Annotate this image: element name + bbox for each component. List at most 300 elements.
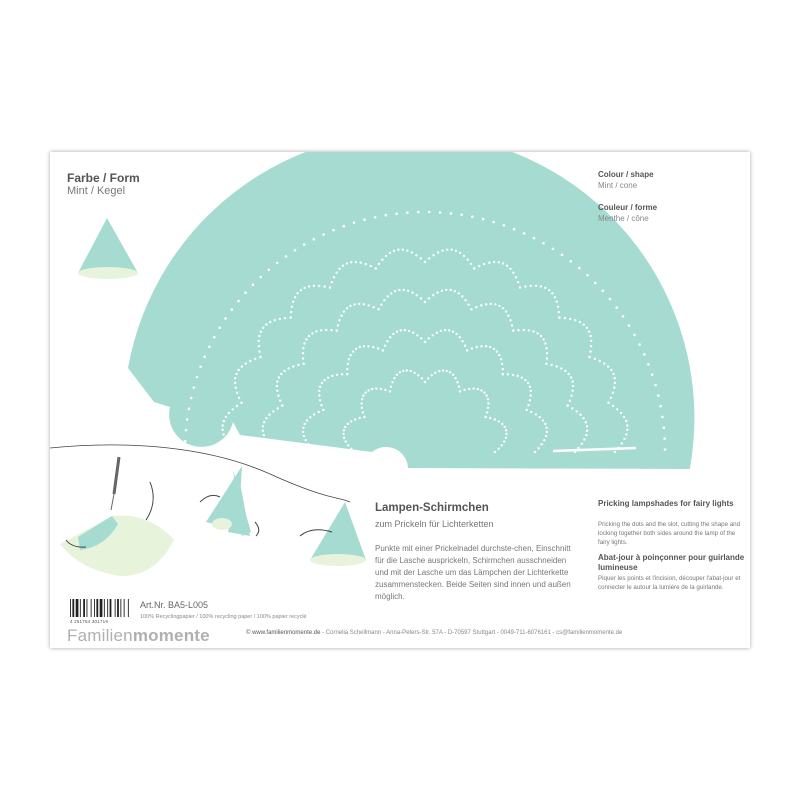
pricking-dot	[498, 420, 500, 422]
barcode-bar	[117, 599, 119, 617]
pricking-dot	[436, 332, 438, 334]
pricking-dot	[322, 233, 325, 236]
pricking-dot	[280, 373, 282, 375]
pricking-dot	[564, 370, 566, 372]
pricking-dot	[467, 304, 469, 306]
pricking-dot	[452, 331, 454, 333]
pricking-dot	[574, 319, 576, 321]
pricking-dot	[322, 409, 324, 411]
pricking-dot	[372, 346, 374, 348]
pricking-dot	[277, 407, 279, 409]
pricking-dot	[535, 285, 537, 287]
pricking-dot	[570, 395, 572, 397]
pricking-dot	[279, 400, 281, 402]
pricking-dot	[323, 379, 325, 381]
pricking-dot	[441, 249, 443, 251]
pricking-dot	[350, 448, 352, 450]
pricking-dot	[412, 332, 414, 334]
pricking-dot	[302, 357, 304, 359]
pricking-dot	[365, 263, 367, 265]
pricking-dot	[185, 429, 188, 432]
pricking-dot	[572, 390, 574, 392]
pricking-dot	[234, 377, 236, 379]
pricking-dot	[304, 287, 306, 289]
pricking-dot	[463, 389, 465, 391]
pricking-dot	[343, 429, 345, 431]
pricking-dot	[664, 448, 667, 451]
pricking-dot	[448, 329, 450, 331]
pricking-dot	[439, 211, 442, 214]
pricking-dot	[480, 345, 482, 347]
pricking-dot	[383, 299, 385, 301]
pricking-dot	[371, 388, 373, 390]
pricking-dot	[274, 319, 276, 321]
pricking-dot	[360, 262, 362, 264]
pricking-dot	[583, 438, 585, 440]
pricking-dot	[424, 341, 426, 343]
pricking-dot	[487, 407, 489, 409]
pricking-dot	[397, 249, 399, 251]
pricking-dot	[500, 358, 502, 360]
pricking-dot	[400, 329, 402, 331]
pricking-dot	[545, 363, 547, 365]
pricking-dot	[304, 423, 306, 425]
pricking-dot	[550, 364, 552, 366]
pricking-dot	[456, 381, 458, 383]
pricking-dot	[428, 337, 430, 339]
pricking-dot	[420, 337, 422, 339]
pricking-dot	[259, 276, 262, 279]
pricking-dot	[222, 433, 224, 435]
pricking-dot	[586, 425, 588, 427]
pricking-dot	[385, 214, 388, 217]
pricking-dot	[517, 375, 519, 377]
pricking-dot	[196, 376, 199, 379]
pricking-dot	[610, 397, 612, 399]
pricking-dot	[441, 290, 443, 292]
pricking-dot	[478, 265, 480, 267]
pricking-dot	[276, 262, 279, 265]
pricking-dot	[521, 377, 523, 379]
pricking-dot	[626, 429, 628, 431]
pricking-dot	[533, 237, 536, 240]
barcode-bar	[124, 599, 125, 617]
pricking-dot	[319, 386, 321, 388]
pricking-dot	[276, 390, 278, 392]
barcode-bar	[80, 599, 81, 617]
pricking-dot	[454, 377, 456, 379]
pricking-dot	[487, 398, 489, 400]
pricking-dot	[292, 365, 294, 367]
pricking-dot	[576, 410, 578, 412]
pricking-dot	[463, 255, 465, 257]
pricking-dot	[361, 398, 363, 400]
pricking-dot	[545, 427, 547, 429]
pricking-dot	[416, 334, 418, 336]
pricking-dot	[302, 352, 304, 354]
pricking-dot	[343, 310, 345, 312]
pricking-dot	[355, 261, 357, 263]
barcode-bar	[76, 599, 79, 617]
pricking-dot	[395, 212, 398, 215]
pricking-dot	[483, 391, 485, 393]
pricking-dot	[607, 402, 609, 404]
pricking-dot	[519, 286, 521, 288]
pricking-dot	[571, 407, 573, 409]
pricking-dot	[473, 267, 475, 269]
pricking-dot	[222, 424, 224, 426]
pricking-dot	[307, 443, 309, 445]
barcode-bar	[120, 599, 121, 617]
pricking-dot	[254, 358, 256, 360]
pricking-dot	[375, 387, 377, 389]
pricking-dot	[288, 367, 290, 369]
pricking-dot	[188, 407, 191, 410]
pricking-dot	[377, 308, 379, 310]
pricking-dot	[384, 389, 386, 391]
pricking-dot	[625, 420, 627, 422]
pricking-dot	[302, 363, 304, 365]
barcode-bar	[104, 599, 105, 617]
pricking-dot	[327, 377, 329, 379]
pricking-dot	[459, 336, 461, 338]
pricking-dot	[490, 303, 492, 305]
pricking-dot	[432, 334, 434, 336]
pricking-dot	[399, 371, 401, 373]
pricking-dot	[259, 356, 261, 358]
pricking-dot	[343, 437, 345, 439]
pricking-dot	[424, 381, 426, 383]
pricking-dot	[428, 297, 430, 299]
pricking-dot	[458, 292, 460, 294]
pricking-dot	[475, 306, 477, 308]
pricking-dot	[486, 411, 488, 413]
pricking-dot	[502, 373, 504, 375]
pricking-dot	[245, 362, 247, 364]
pricking-dot	[404, 329, 406, 331]
pricking-dot	[440, 330, 442, 332]
pricking-dot	[437, 251, 439, 253]
pricking-dot	[333, 276, 335, 278]
pricking-dot	[625, 433, 627, 435]
pricking-dot	[337, 324, 339, 326]
pricking-dot	[336, 374, 338, 376]
pricking-dot	[367, 389, 369, 391]
pricking-dot	[540, 285, 542, 287]
pricking-dot	[507, 373, 509, 375]
pricking-dot	[344, 426, 346, 428]
pricking-dot	[294, 296, 296, 298]
pricking-dot	[311, 332, 313, 334]
pricking-dot	[269, 321, 271, 323]
pricking-dot	[643, 353, 646, 356]
pricking-dot	[387, 295, 389, 297]
pricking-dot	[638, 343, 641, 346]
pricking-dot	[406, 211, 409, 214]
pricking-dot	[633, 334, 636, 337]
pricking-dot	[512, 329, 514, 331]
pricking-dot	[444, 329, 446, 331]
pricking-dot	[513, 228, 516, 231]
color-shape-title-en: Colour / shape	[598, 170, 654, 179]
pricking-dot	[525, 409, 527, 411]
pricking-dot	[290, 311, 292, 313]
pricking-dot	[623, 416, 625, 418]
pricking-dot	[568, 373, 570, 375]
pricking-dot	[199, 366, 202, 369]
color-shape-title-de: Farbe / Form	[67, 171, 140, 185]
pricking-dot	[524, 285, 526, 287]
pricking-dot	[342, 225, 345, 228]
pricking-dot	[309, 416, 311, 418]
pricking-dot	[373, 306, 375, 308]
pricking-dot	[545, 435, 547, 437]
pricking-dot	[374, 216, 377, 219]
pricking-dot	[561, 254, 564, 257]
pricking-dot	[503, 440, 505, 442]
pricking-dot	[505, 310, 507, 312]
pricking-dot	[303, 243, 306, 246]
barcode-bar	[115, 599, 116, 617]
instructions-body-de: Punkte mit einer Prickelnadel durchste-chen, Einschnitt für die Lasche ausprickeln, Schirmchen ausschneiden und mit der Lasche um das Lämpchen der Lichterkette zusammenstecken. Beide Seiten sind innen und außen möglich.	[375, 544, 571, 601]
pricking-dot	[352, 350, 354, 352]
pricking-dot	[303, 435, 305, 437]
pricking-dot	[431, 374, 433, 376]
pricking-dot	[569, 400, 571, 402]
footer-website[interactable]: © www.familienmomente.de	[246, 630, 321, 636]
pricking-dot	[364, 391, 366, 393]
pricking-dot	[494, 451, 496, 453]
pricking-dot	[542, 338, 544, 340]
pricking-dot	[471, 215, 474, 218]
pricking-dot	[262, 425, 264, 427]
barcode-number: 4 251764 301719	[70, 619, 109, 624]
pricking-dot	[589, 350, 591, 352]
pricking-dot	[501, 423, 503, 425]
pricking-dot	[224, 438, 226, 440]
pricking-dot	[434, 372, 436, 374]
pricking-dot	[590, 340, 592, 342]
pricking-dot	[588, 331, 590, 333]
pricking-dot	[417, 374, 419, 376]
pricking-dot	[583, 323, 585, 325]
pricking-dot	[446, 249, 448, 251]
step-2-rolling	[200, 466, 259, 536]
pricking-dot	[540, 335, 542, 337]
pricking-dot	[661, 416, 664, 419]
pricking-dot	[346, 262, 348, 264]
pricking-dot	[579, 414, 581, 416]
pricking-dot	[284, 317, 286, 319]
pricking-dot	[305, 338, 307, 340]
pricking-dot	[403, 289, 405, 291]
pricking-dot	[408, 330, 410, 332]
pricking-dot	[480, 389, 482, 391]
pricking-dot	[225, 416, 227, 418]
pricking-dot	[263, 434, 265, 436]
pricking-dot	[546, 352, 548, 354]
pricking-dot	[512, 272, 514, 274]
pricking-dot	[406, 249, 408, 251]
pricking-dot	[551, 292, 553, 294]
pricking-dot	[609, 298, 612, 301]
pricking-dot	[406, 369, 408, 371]
instructions-body-en: Pricking the dots and the slot, cutting the shape and locking together both sides around the lamp of the fairy lights.	[598, 521, 741, 546]
pricking-dot	[493, 348, 495, 350]
pricking-dot	[252, 283, 255, 286]
pricking-dot	[292, 301, 294, 303]
pricking-dot	[335, 272, 337, 274]
pricking-dot	[594, 358, 596, 360]
pricking-dot	[413, 372, 415, 374]
pricking-dot	[203, 355, 206, 358]
pricking-dot	[363, 345, 365, 347]
pricking-dot	[544, 423, 546, 425]
pricking-dot	[535, 413, 537, 415]
pricking-dot	[614, 377, 616, 379]
pricking-dot	[603, 362, 605, 364]
pricking-dot	[305, 439, 307, 441]
pricking-dot	[532, 330, 534, 332]
pricking-dot	[541, 443, 543, 445]
pricking-dot	[236, 405, 238, 407]
pricking-dot	[572, 385, 574, 387]
pricking-dot	[498, 354, 500, 356]
pricking-dot	[244, 291, 247, 294]
pricking-dot	[529, 399, 531, 401]
pricking-dot	[359, 417, 361, 419]
pricking-dot	[442, 369, 444, 371]
pricking-dot	[602, 290, 605, 293]
pricking-dot	[416, 294, 418, 296]
pricking-dot	[382, 349, 384, 351]
pricking-dot	[589, 335, 591, 337]
pricking-dot	[389, 390, 391, 392]
pricking-dot	[530, 394, 532, 396]
footer-contact	[246, 630, 622, 636]
pricking-dot	[381, 259, 383, 261]
pricking-dot	[464, 299, 466, 301]
barcode-bar	[83, 599, 85, 617]
barcode-bar	[96, 599, 98, 617]
pricking-dot	[507, 315, 509, 317]
pricking-dot	[622, 315, 625, 318]
pricking-dot	[393, 250, 395, 252]
pricking-dot	[523, 329, 525, 331]
pricking-dot	[318, 390, 320, 392]
pricking-dot	[283, 370, 285, 372]
pricking-dot	[502, 262, 504, 264]
pricking-dot	[306, 419, 308, 421]
pricking-dot	[543, 439, 545, 441]
pricking-dot	[296, 292, 298, 294]
pricking-dot	[314, 451, 316, 453]
pricking-dot	[258, 350, 260, 352]
pricking-dot	[208, 346, 211, 349]
instructions-subtitle-de: zum Prickeln für Lichterketten	[375, 519, 494, 529]
pricking-dot	[470, 263, 472, 265]
pricking-dot	[368, 304, 370, 306]
barcode-bar	[94, 599, 95, 617]
pricking-dot	[313, 285, 315, 287]
pricking-dot	[651, 373, 654, 376]
product-sheet	[50, 152, 750, 648]
pricking-dot	[347, 423, 349, 425]
pricking-dot	[268, 414, 270, 416]
pricking-dot	[417, 211, 420, 214]
pricking-dot	[236, 392, 238, 394]
pricking-dot	[354, 418, 356, 420]
pricking-dot	[392, 333, 394, 335]
pricking-dot	[542, 242, 545, 245]
pricking-dot	[511, 324, 513, 326]
pricking-dot	[471, 347, 473, 349]
pricking-dot	[363, 303, 365, 305]
pricking-dot	[331, 281, 333, 283]
pricking-dot	[498, 261, 500, 263]
pricking-dot	[570, 376, 572, 378]
pricking-dot	[313, 238, 316, 241]
pricking-dot	[483, 263, 485, 265]
instructions-title-en: Pricking lampshades for fairy lights	[598, 499, 734, 508]
pricking-dot	[258, 335, 260, 337]
pricking-dot	[505, 433, 507, 435]
pricking-dot	[517, 281, 519, 283]
lampshade-template	[128, 152, 694, 469]
pricking-dot	[268, 269, 271, 272]
pricking-dot	[468, 388, 470, 390]
pricking-dot	[663, 426, 666, 429]
pricking-dot	[249, 360, 251, 362]
pricking-dot	[527, 404, 529, 406]
pricking-dot	[323, 285, 325, 287]
barcode	[70, 599, 129, 617]
pricking-dot	[218, 326, 221, 329]
pricking-dot	[455, 333, 457, 335]
pricking-dot	[461, 340, 463, 342]
pricking-dot	[278, 376, 280, 378]
pricking-dot	[234, 382, 236, 384]
pricking-dot	[234, 451, 236, 453]
pricking-dot	[663, 437, 666, 440]
pricking-dot	[263, 421, 265, 423]
pricking-dot	[537, 447, 539, 449]
pricking-dot	[396, 374, 398, 376]
pricking-dot	[579, 321, 581, 323]
pricking-dot	[391, 381, 393, 383]
pricking-dot	[428, 257, 430, 259]
pricking-dot	[270, 447, 272, 449]
color-shape-value-de: Mint / Kegel	[67, 185, 126, 197]
pricking-dot	[613, 387, 615, 389]
pricking-dot	[496, 350, 498, 352]
pricking-dot	[459, 252, 461, 254]
color-shape-value-fr: Menthe / cône	[598, 214, 649, 223]
pricking-dot	[581, 443, 583, 445]
pricking-dot	[378, 263, 380, 265]
pricking-dot	[360, 402, 362, 404]
pricking-dot	[485, 345, 487, 347]
pricking-dot	[489, 346, 491, 348]
pricking-dot	[612, 373, 614, 375]
pricking-dot	[612, 392, 614, 394]
pricking-dot	[338, 268, 340, 270]
pricking-dot	[528, 329, 530, 331]
pricking-dot	[398, 289, 400, 291]
pricking-dot	[494, 418, 496, 420]
pricking-dot	[470, 308, 472, 310]
instructions-title-de: Lampen-Schirmchen	[375, 502, 489, 514]
